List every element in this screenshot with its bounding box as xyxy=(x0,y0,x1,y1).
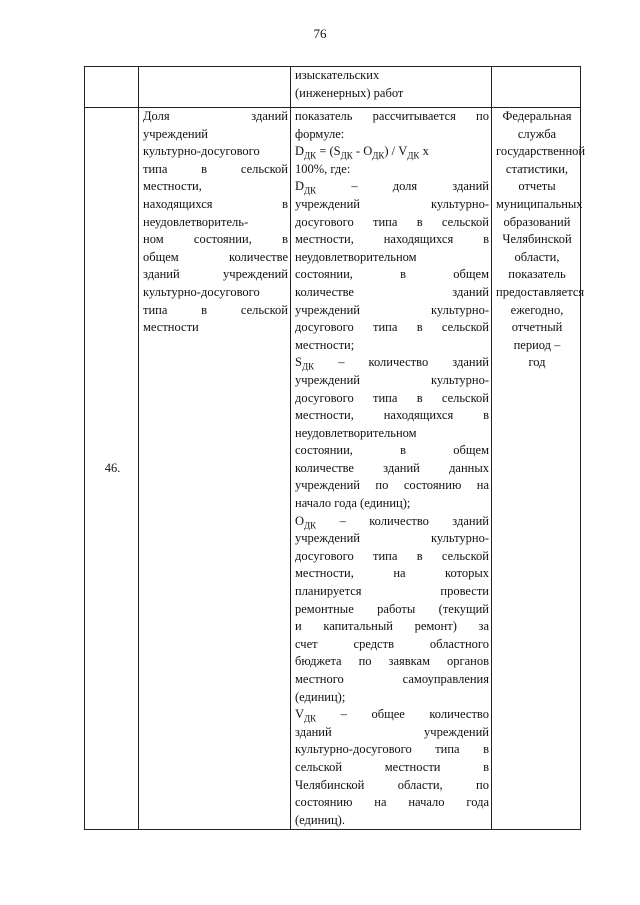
table-row-46 xyxy=(85,108,581,830)
data-source-line: государственной xyxy=(496,144,586,159)
indicator-name-line: типа в сельской xyxy=(143,161,288,176)
definition-line: состоянию на начало года xyxy=(295,795,489,810)
definition-line: и капитальный ремонт) за xyxy=(295,619,489,634)
indicator-name-line: типа в сельской xyxy=(143,302,288,317)
indicator-name-line: зданий учреждений xyxy=(143,267,288,282)
indicator-name-cell xyxy=(139,108,291,830)
method-intro: показатель рассчитывается по xyxy=(295,109,489,123)
indicator-name-line: местности, xyxy=(143,179,202,194)
definition-line: состоянии, в общем xyxy=(295,267,489,282)
data-source-line: год xyxy=(528,355,546,370)
definition-line: учреждений культурно- xyxy=(295,531,489,546)
definition-line: местного самоуправления xyxy=(295,672,489,686)
indicator-name-line: неудовлетворитель- xyxy=(143,214,249,229)
definition-line: ремонтные работы (текущий xyxy=(295,601,489,616)
indicator-name-line: Доля зданий xyxy=(143,109,288,123)
definition-line: местности, находящихся в xyxy=(295,408,489,423)
definition-o xyxy=(295,513,489,707)
definition-line: Челябинской области, по xyxy=(295,777,489,792)
definition-line: (единиц). xyxy=(295,812,345,827)
data-source-cell xyxy=(492,108,586,830)
definition-line: счет средств областного xyxy=(295,636,489,651)
data-source-line: отчетный период – xyxy=(511,320,563,352)
data-source-line: образований xyxy=(503,214,571,229)
definition-d xyxy=(295,178,489,354)
definition-line: $D_{ДК}$ – доля зданий xyxy=(295,179,489,196)
formula: $D_{ДК} = (S_{ДК} - О_{ДК}) / V_{ДК}$ x xyxy=(295,144,429,161)
definition-line: досугового типа в сельской xyxy=(295,320,489,335)
name-cell xyxy=(139,67,291,108)
definition-line: досугового типа в сельской xyxy=(295,214,489,229)
definition-line: учреждений культурно- xyxy=(295,372,489,387)
indicator-name-line: общем количестве xyxy=(143,249,288,264)
definition-line: планируется провести xyxy=(295,584,489,599)
definition-line: досугового типа в сельской xyxy=(295,390,489,405)
definition-line: местности; xyxy=(295,337,355,352)
definition-v xyxy=(295,706,489,829)
method-line: (инженерных) работ xyxy=(295,85,404,100)
definition-line: состоянии, в общем xyxy=(295,443,489,458)
data-source-line: показатель xyxy=(508,267,566,282)
definition-line: учреждений культурно- xyxy=(295,196,489,211)
indicator-table xyxy=(84,66,586,830)
formula-tail: 100%, где: xyxy=(295,161,351,176)
number-cell xyxy=(85,67,139,108)
page-number: 76 xyxy=(313,26,327,41)
definition-line: учреждений культурно- xyxy=(295,302,489,317)
method-cell xyxy=(291,67,492,108)
data-source-line: Федеральная xyxy=(502,109,572,123)
definition-line: сельской местности в xyxy=(295,759,489,774)
definition-s xyxy=(295,354,489,512)
data-source-line: муниципальных xyxy=(496,196,583,211)
source-cell xyxy=(492,67,581,108)
definition-line: неудовлетворительном xyxy=(295,249,417,264)
data-source-line: области, xyxy=(514,249,560,264)
indicator-name-line: местности xyxy=(143,320,199,335)
definition-line: (единиц); xyxy=(295,689,346,704)
data-source-line: отчеты xyxy=(518,179,556,194)
indicator-name-line: культурно-досугового xyxy=(143,284,260,299)
definition-line: начало года (единиц); xyxy=(295,496,411,511)
definition-line: $V_{ДК}$ – общее количество xyxy=(295,707,489,724)
definition-line: количестве зданий данных xyxy=(295,460,489,475)
definition-line: досугового типа в сельской xyxy=(295,548,489,563)
method-line: изыскательских xyxy=(295,68,380,82)
indicator-name-line: находящихся в xyxy=(143,196,288,211)
data-source-line: предоставляется xyxy=(496,284,585,299)
table-row-continued xyxy=(85,67,581,108)
indicator-name-line: культурно-досугового xyxy=(143,144,260,159)
row-number: 46. xyxy=(85,108,139,830)
data-source-line: ежегодно, xyxy=(510,302,564,317)
calculation-method-cell xyxy=(291,108,492,830)
definition-line: местности, на которых xyxy=(295,566,489,581)
definition-line: $О_{ДК}$ – количество зданий xyxy=(295,513,489,531)
definition-line: неудовлетворительном xyxy=(295,425,417,440)
definition-line: учреждений по состоянию на xyxy=(295,478,489,493)
definition-line: $S_{ДК}$ – количество зданий xyxy=(295,355,489,372)
indicator-name-line: учреждений xyxy=(143,126,208,141)
data-source-line: Челябинской xyxy=(502,232,572,247)
definition-line: количестве зданий xyxy=(295,284,489,299)
method-intro: формуле: xyxy=(295,126,345,141)
data-source-line: статистики, xyxy=(505,161,569,176)
definition-line: бюджета по заявкам органов xyxy=(295,654,489,669)
definition-line: культурно-досугового типа в xyxy=(295,742,489,757)
definition-line: местности, находящихся в xyxy=(295,232,489,247)
indicator-name-line: ном состоянии, в xyxy=(143,232,288,247)
definition-line: зданий учреждений xyxy=(295,724,489,739)
data-source-line: служба xyxy=(517,126,557,141)
